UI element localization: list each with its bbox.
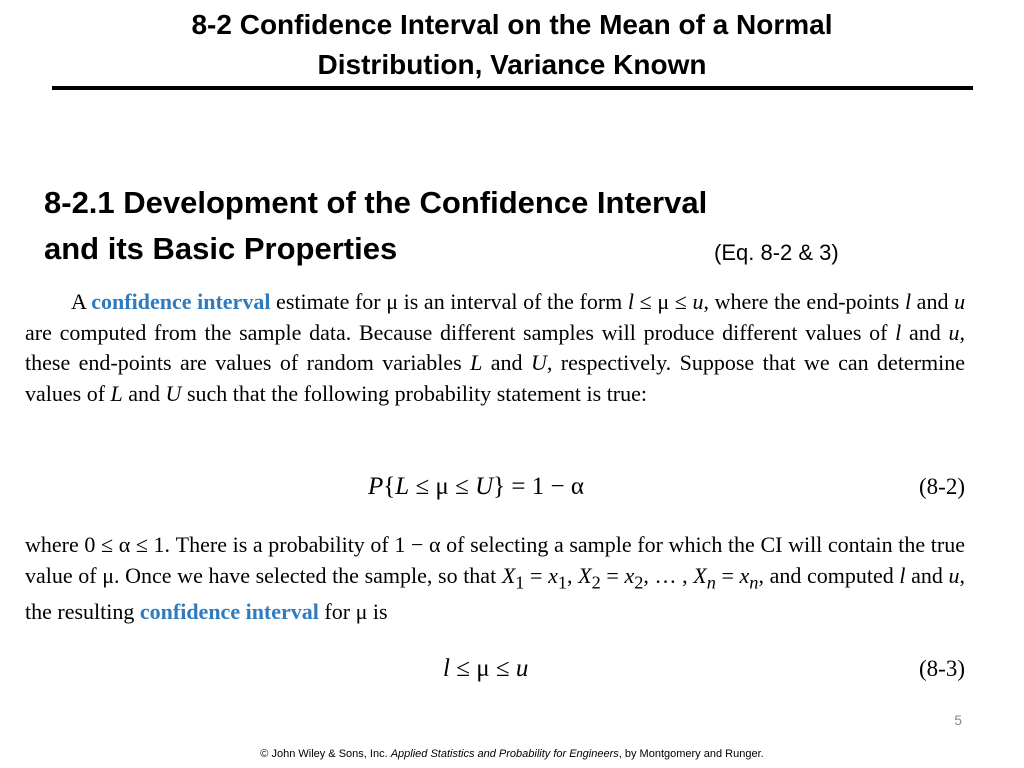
equation-number-8-3: (8-3) — [919, 656, 965, 681]
term-confidence-interval: confidence interval — [91, 289, 271, 314]
equation-reference: (Eq. 8-2 & 3) — [714, 240, 839, 265]
equation-8-2: P{L ≤ μ ≤ U} = 1 − α — [368, 473, 584, 500]
footer-book-title: Applied Statistics and Probability for Engineers — [390, 748, 619, 760]
slide-title — [40, 5, 984, 85]
term-confidence-interval-2: confidence interval — [139, 599, 319, 625]
page-number: 5 — [954, 712, 962, 728]
title-divider — [52, 86, 973, 90]
equation-number-8-2: (8-2) — [919, 474, 965, 499]
paragraph-ci-definition: A confidence interval estimate for μ is an interval of the form l ≤ μ ≤ u, where the end-points l and u are computed from the sample data. Because different samples will produce different values of l and u, these end-points are values of random variables L and U, respectively. Suppose that we can determine values of L and U such that the following probability statement is true: — [25, 289, 966, 406]
paragraph-ci-probability: where 0 ≤ α ≤ 1. There is a probability of 1 − α of selecting a sample for which the CI will contain the true value of μ. Once we have selected the sample, so that $X_1 = x_1$, $X_2 = x_2$, … , $X_n = x_n$, and computed l and u, the resulting confidence interval for μ is — [25, 532, 965, 625]
section-heading-line1: 8-2.1 Development of the Confidence Interval — [44, 185, 708, 220]
section-heading-line2: and its Basic Properties — [44, 231, 398, 266]
slide-title-line2: Distribution, Variance Known — [317, 49, 707, 80]
slide-title-line1: 8-2 Confidence Interval on the Mean of a Normal — [191, 9, 833, 40]
equation-8-3: l ≤ μ ≤ u — [443, 655, 529, 682]
footer-citation: © John Wiley & Sons, Inc. Applied Statistics and Probability for Engineers, by Montgomery and Runger. — [260, 748, 764, 760]
